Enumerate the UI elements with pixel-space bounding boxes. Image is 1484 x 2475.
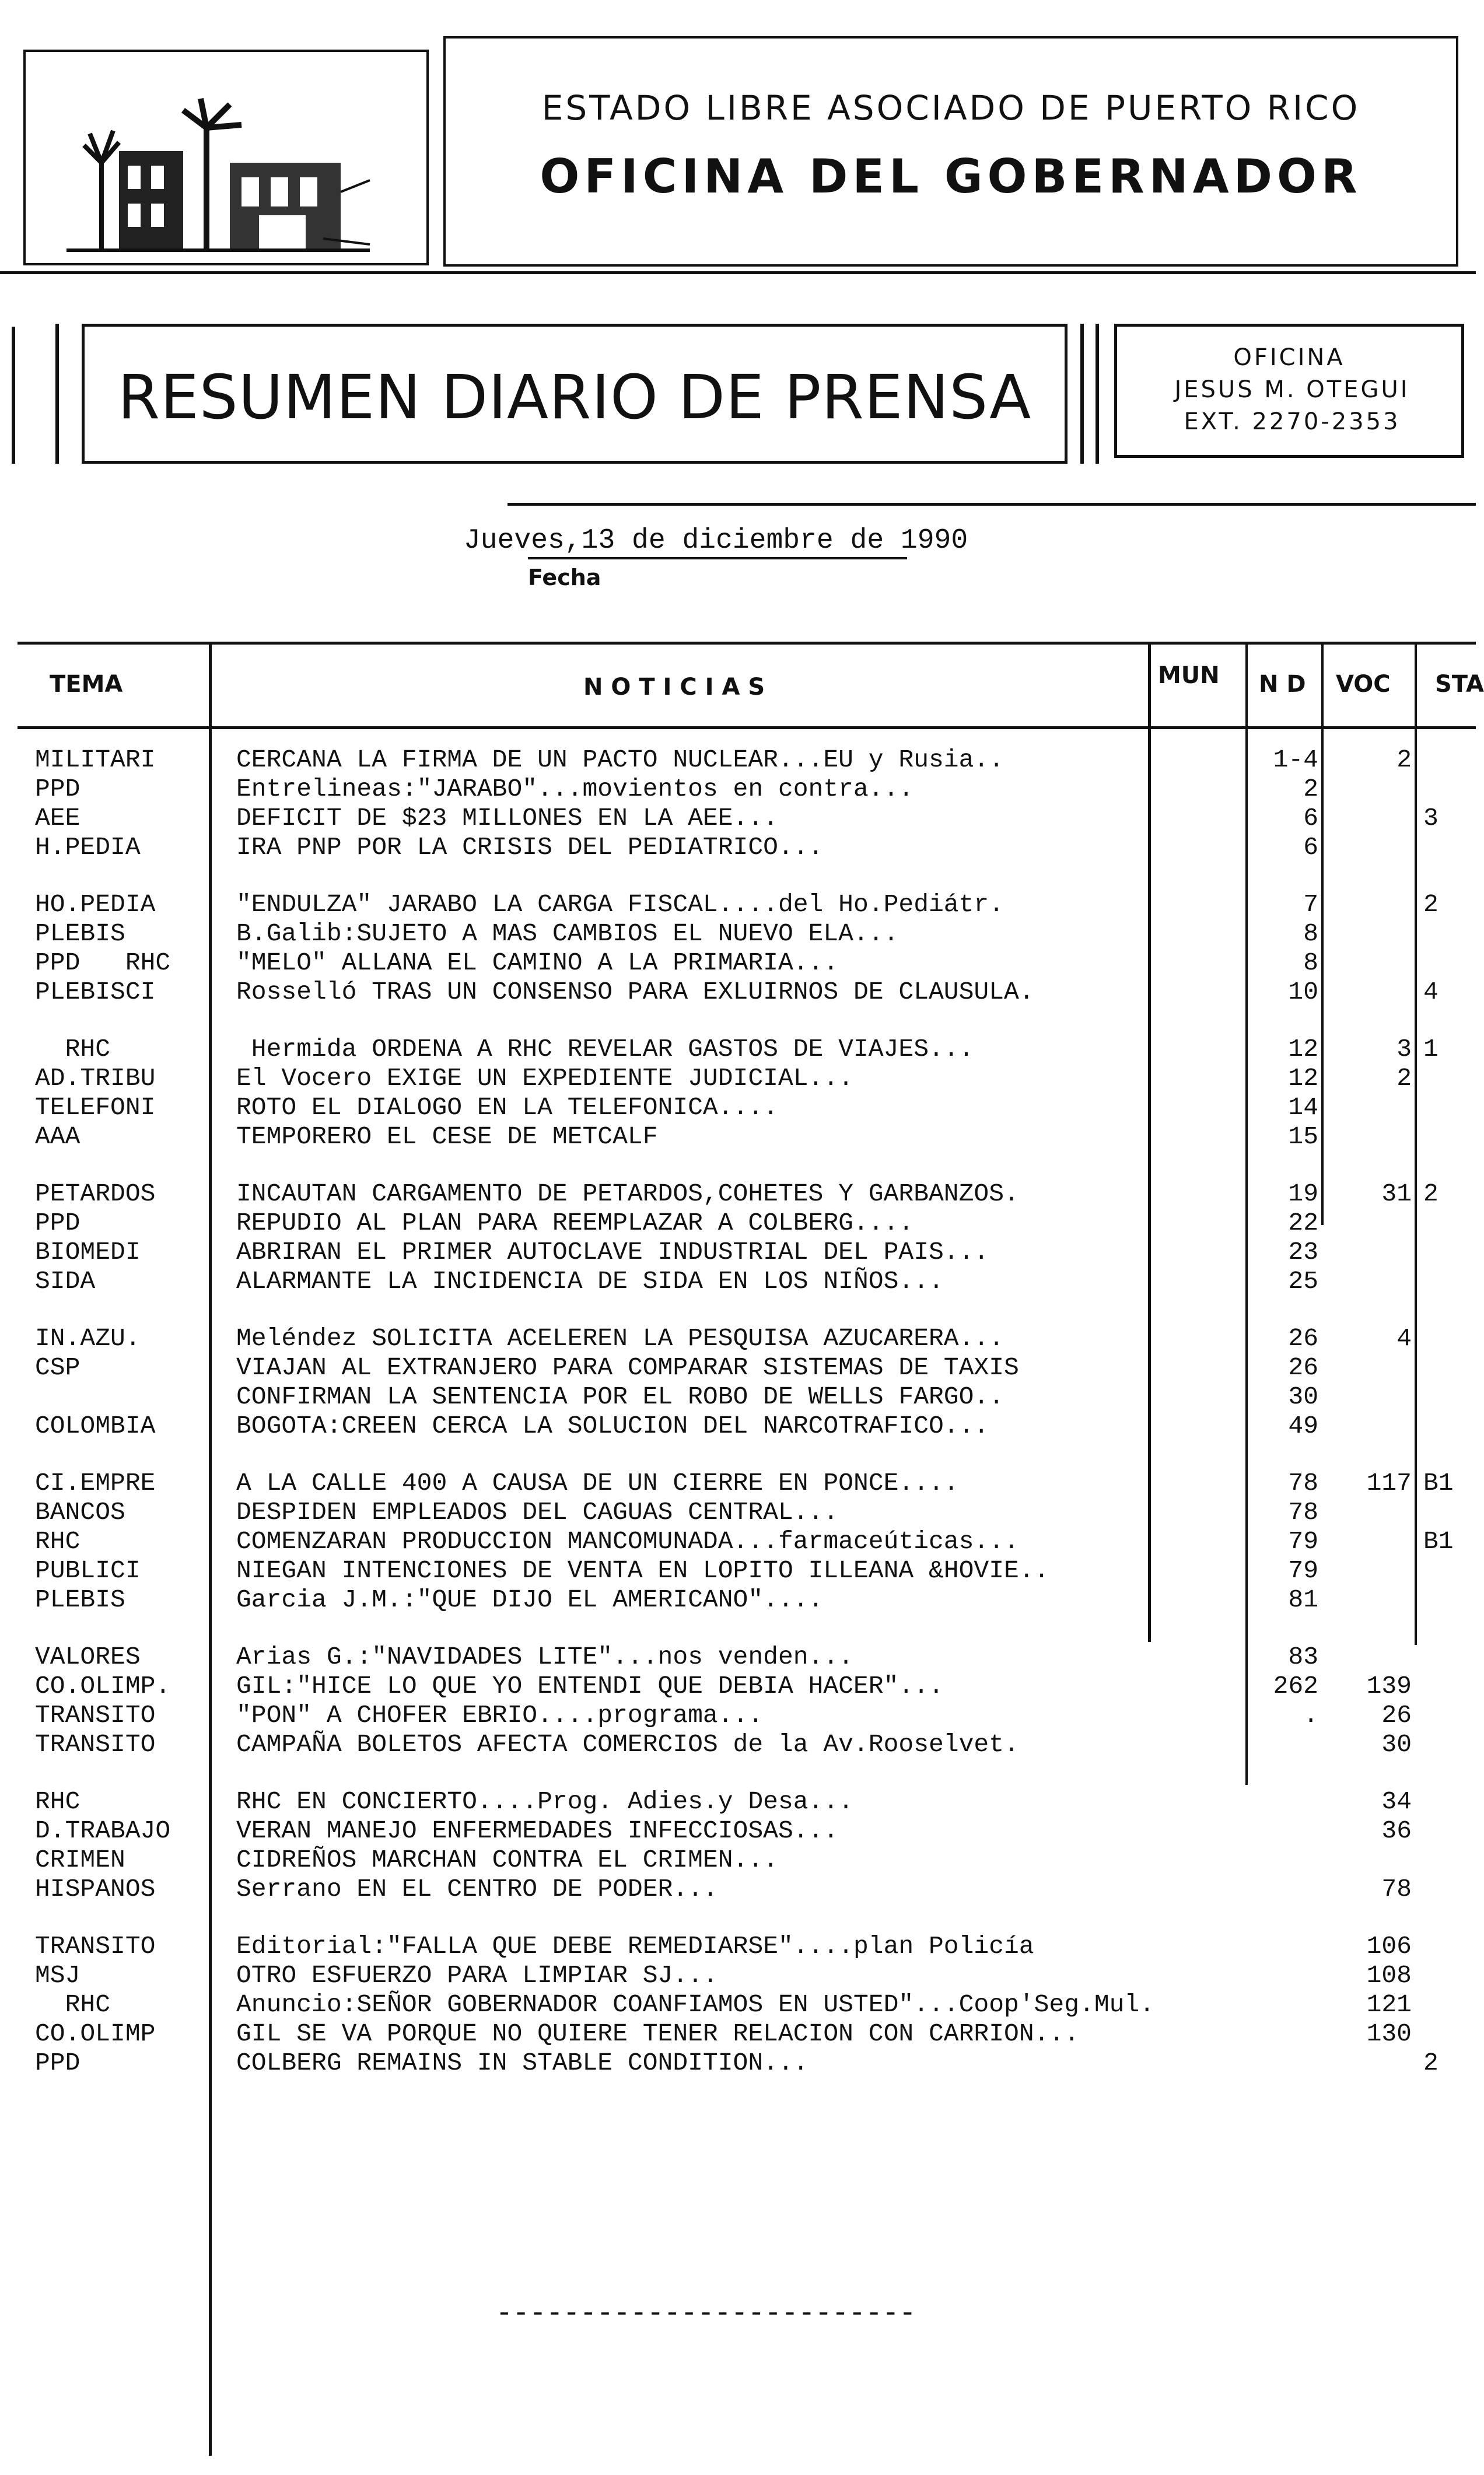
row-tema: TRANSITO [35,1730,156,1759]
row-nd: 6 [1303,833,1318,862]
header-rule [0,271,1476,274]
row-noticia: "PON" A CHOFER EBRIO....programa... [236,1701,764,1730]
row-tema: PLEBISCI [35,978,156,1006]
row-noticia: IRA PNP POR LA CRISIS DEL PEDIATRICO... [236,833,824,862]
row-noticia: GIL SE VA PORQUE NO QUIERE TENER RELACION CON CARRION... [236,2019,1080,2048]
row-noticia: Garcia J.M.:"QUE DIJO EL AMERICANO".... [236,1585,824,1614]
row-tema: PETARDOS [35,1179,156,1208]
row-tema: PLEBIS [35,919,125,948]
row-tema: CRIMEN [35,1846,125,1874]
row-tema: VALORES [35,1643,141,1671]
row-tema: AAA [35,1122,80,1151]
row-tema: PPD [35,1209,80,1237]
row-voc: 3 [1396,1035,1412,1063]
row-tema: PPD RHC [35,948,171,977]
report-title: RESUMEN DIARIO DE PRENSA [117,362,1032,433]
row-nd: 78 [1288,1498,1318,1527]
row-noticia: A LA CALLE 400 A CAUSA DE UN CIERRE EN PONCE.... [236,1469,959,1497]
row-tema: TRANSITO [35,1701,156,1730]
row-nd: 30 [1288,1382,1318,1411]
resumen-banner [82,324,1068,464]
row-sta: B1 [1423,1527,1454,1556]
row-nd: 78 [1288,1469,1318,1497]
row-noticia: VIAJAN AL EXTRANJERO PARA COMPARAR SISTEMAS DE TAXIS [236,1353,1019,1382]
col-header-nd: N D [1259,671,1306,698]
row-noticia: Entrelineas:"JARABO"...movientos en contra... [236,775,914,803]
row-tema: RHC [35,1527,80,1556]
row-voc: 2 [1396,745,1412,774]
row-noticia: BOGOTA:CREEN CERCA LA SOLUCION DEL NARCOTRAFICO... [236,1412,989,1440]
col-divider-tema [209,642,212,2456]
office-extension: EXT. 2270-2353 [1184,408,1401,435]
row-voc: 31 [1381,1179,1412,1208]
row-nd: 1-4 [1273,745,1318,774]
row-tema: BIOMEDI [35,1238,141,1266]
row-voc: 121 [1366,1990,1412,2019]
row-voc: 117 [1366,1469,1412,1497]
office-contact-name: JESUS M. OTEGUI [1174,376,1410,403]
banner-bar-left-1 [12,327,15,464]
row-nd: . [1303,1701,1318,1730]
row-nd: 12 [1288,1035,1318,1063]
row-tema: H.PEDIA [35,833,141,862]
row-noticia: "ENDULZA" JARABO LA CARGA FISCAL....del Ho.Pediátr. [236,890,1005,919]
row-noticia: CIDREÑOS MARCHAN CONTRA EL CRIMEN... [236,1846,778,1874]
row-tema: CO.OLIMP [35,2019,156,2048]
row-tema: HO.PEDIA [35,890,156,919]
row-nd: 12 [1288,1064,1318,1093]
row-voc: 4 [1396,1324,1412,1353]
col-header-tema: TEMA [50,671,123,698]
col-header-noticias: N O T I C I A S [583,674,765,701]
row-nd: 8 [1303,919,1318,948]
row-tema: BANCOS [35,1498,125,1527]
row-voc: 130 [1366,2019,1412,2048]
row-noticia: Arias G.:"NAVIDADES LITE"...nos venden... [236,1643,853,1671]
row-noticia: REPUDIO AL PLAN PARA REEMPLAZAR A COLBERG.... [236,1209,914,1237]
row-tema: TRANSITO [35,1932,156,1961]
row-voc: 78 [1381,1875,1412,1903]
row-tema: CO.OLIMP. [35,1672,171,1700]
row-voc: 36 [1381,1816,1412,1845]
col-header-mun: MUN [1158,662,1220,689]
government-name: ESTADO LIBRE ASOCIADO DE PUERTO RICO [541,88,1360,128]
row-noticia: CAMPAÑA BOLETOS AFECTA COMERCIOS de la Av.Rooselvet. [236,1730,1019,1759]
row-tema: PUBLICI [35,1556,141,1585]
row-sta: 2 [1423,890,1438,919]
row-nd: 10 [1288,978,1318,1006]
row-noticia: El Vocero EXIGE UN EXPEDIENTE JUDICIAL... [236,1064,853,1093]
row-nd: 6 [1303,804,1318,832]
row-voc: 34 [1381,1787,1412,1816]
col-header-sta: STA [1435,671,1484,698]
row-sta: 1 [1423,1035,1438,1063]
row-noticia: COMENZARAN PRODUCCION MANCOMUNADA...farmaceúticas... [236,1527,1019,1556]
row-tema: TELEFONI [35,1093,156,1122]
row-sta: 2 [1423,1179,1438,1208]
row-noticia: B.Galib:SUJETO A MAS CAMBIOS EL NUEVO ELA... [236,919,899,948]
end-rule: ------------------------- [496,2298,916,2330]
row-voc: 26 [1381,1701,1412,1730]
row-noticia: "MELO" ALLANA EL CAMINO A LA PRIMARIA... [236,948,839,977]
row-nd: 81 [1288,1585,1318,1614]
banner-bar-right-2 [1096,324,1099,464]
row-tema: PPD [35,2049,80,2077]
row-tema: AD.TRIBU [35,1064,156,1093]
row-tema: MSJ [35,1961,80,1990]
row-noticia: DESPIDEN EMPLEADOS DEL CAGUAS CENTRAL... [236,1498,839,1527]
row-noticia: CONFIRMAN LA SENTENCIA POR EL ROBO DE WELLS FARGO.. [236,1382,1005,1411]
row-noticia: Editorial:"FALLA QUE DEBE REMEDIARSE"....plan Policía [236,1932,1034,1961]
row-voc: 139 [1366,1672,1412,1700]
table-header-rule [18,726,1476,729]
row-voc: 2 [1396,1064,1412,1093]
row-tema: IN.AZU. [35,1324,141,1353]
row-nd: 15 [1288,1122,1318,1151]
office-name: OFICINA DEL GOBERNADOR [540,149,1362,204]
row-tema: RHC [35,1990,111,2019]
row-nd: 7 [1303,890,1318,919]
row-nd: 79 [1288,1556,1318,1585]
row-noticia: COLBERG REMAINS IN STABLE CONDITION... [236,2049,808,2077]
row-nd: 19 [1288,1179,1318,1208]
row-tema: SIDA [35,1267,96,1296]
table-top-rule [18,642,1476,645]
banner-bar-left-2 [55,324,59,464]
row-nd: 23 [1288,1238,1318,1266]
row-sta: B1 [1423,1469,1454,1497]
row-nd: 22 [1288,1209,1318,1237]
row-nd: 25 [1288,1267,1318,1296]
row-tema: RHC [35,1035,111,1063]
la-fortaleza-logo [66,64,370,256]
row-noticia: INCAUTAN CARGAMENTO DE PETARDOS,COHETES Y GARBANZOS. [236,1179,1019,1208]
row-noticia: VERAN MANEJO ENFERMEDADES INFECCIOSAS... [236,1816,839,1845]
row-tema: HISPANOS [35,1875,156,1903]
row-tema: MILITARI [35,745,156,774]
office-contact-box [1114,324,1464,458]
row-tema: CSP [35,1353,80,1382]
row-nd: 14 [1288,1093,1318,1122]
row-noticia: Hermida ORDENA A RHC REVELAR GASTOS DE VIAJES... [236,1035,974,1063]
row-voc: 30 [1381,1730,1412,1759]
row-sta: 3 [1423,804,1438,832]
row-noticia: Meléndez SOLICITA ACELEREN LA PESQUISA AZUCARERA... [236,1324,1005,1353]
logo-frame [23,50,429,265]
row-tema: RHC [35,1787,80,1816]
row-noticia: GIL:"HICE LO QUE YO ENTENDI QUE DEBIA HACER"... [236,1672,944,1700]
row-nd: 79 [1288,1527,1318,1556]
row-noticia: Serrano EN EL CENTRO DE PODER... [236,1875,718,1903]
row-tema: AEE [35,804,80,832]
report-date: Jueves,13 de diciembre de 1990 [464,525,968,556]
row-noticia: Rosselló TRAS UN CONSENSO PARA EXLUIRNOS DE CLAUSULA. [236,978,1034,1006]
row-nd: 2 [1303,775,1318,803]
banner-bar-right-1 [1080,324,1084,464]
row-noticia: CERCANA LA FIRMA DE UN PACTO NUCLEAR...EU y Rusia.. [236,745,1005,774]
row-sta: 2 [1423,2049,1438,2077]
row-voc: 108 [1366,1961,1412,1990]
row-voc: 106 [1366,1932,1412,1961]
row-noticia: TEMPORERO EL CESE DE METCALF [236,1122,658,1151]
row-nd: 26 [1288,1353,1318,1382]
row-nd: 8 [1303,948,1318,977]
row-tema: CI.EMPRE [35,1469,156,1497]
row-noticia: RHC EN CONCIERTO....Prog. Adies.y Desa... [236,1787,853,1816]
row-nd: 262 [1273,1672,1318,1700]
row-tema: D.TRABAJO [35,1816,171,1845]
row-nd: 26 [1288,1324,1318,1353]
row-tema: PPD [35,775,80,803]
row-noticia: ROTO EL DIALOGO EN LA TELEFONICA.... [236,1093,778,1122]
row-noticia: DEFICIT DE $23 MILLONES EN LA AEE... [236,804,778,832]
col-header-voc: VOC [1336,671,1391,698]
office-label: OFICINA [1233,344,1345,371]
title-frame [443,36,1458,267]
row-nd: 49 [1288,1412,1318,1440]
row-noticia: OTRO ESFUERZO PARA LIMPIAR SJ... [236,1961,718,1990]
row-noticia: NIEGAN INTENCIONES DE VENTA EN LOPITO ILLEANA &HOVIE.. [236,1556,1049,1585]
row-noticia: ALARMANTE LA INCIDENCIA DE SIDA EN LOS NIÑOS... [236,1267,944,1296]
banner-rule [508,503,1476,506]
row-noticia: ABRIRAN EL PRIMER AUTOCLAVE INDUSTRIAL DEL PAIS... [236,1238,989,1266]
date-label: Fecha [528,565,601,590]
row-tema: PLEBIS [35,1585,125,1614]
row-tema: COLOMBIA [35,1412,156,1440]
date-underline [528,557,907,559]
row-noticia: Anuncio:SEÑOR GOBERNADOR COANFIAMOS EN USTED"...Coop'Seg.Mul. [236,1990,1155,2019]
row-sta: 4 [1423,978,1438,1006]
row-nd: 83 [1288,1643,1318,1671]
